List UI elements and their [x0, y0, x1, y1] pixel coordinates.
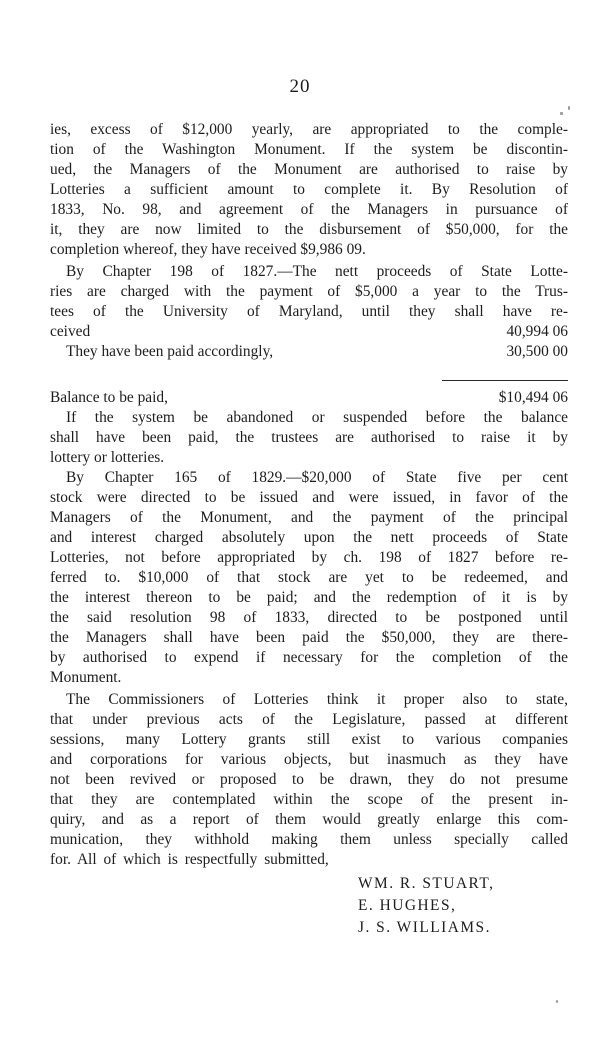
text-line: ued, the Managers of the Monument are authorised to raise by	[50, 161, 568, 178]
text-line: completion whereof, they have received $9,986 09.	[50, 241, 366, 258]
text-line: Monument.	[50, 669, 122, 686]
ledger-line-balance	[50, 388, 568, 408]
text-line: If the system be abandoned or suspended before the balance	[66, 409, 568, 426]
text-line: that under previous acts of the Legislature, passed at different	[50, 711, 568, 728]
signature-stuart: WM. R. STUART,	[358, 875, 495, 892]
text-line: tees of the University of Maryland, until they shall have re-	[50, 303, 568, 320]
text-line: it, they are now limited to the disbursement of $50,000, for the	[50, 221, 568, 238]
text-line: munication, they withhold making them unless specially called	[50, 831, 568, 848]
signature-hughes: E. HUGHES,	[358, 897, 457, 914]
text-line: ries are charged with the payment of $5,000 a year to the Trus-	[50, 283, 568, 300]
text-line: tion of the Washington Monument. If the system be discontin-	[50, 141, 568, 158]
ledger-line-received	[50, 322, 568, 342]
amount-paid: 30,500 00	[506, 343, 568, 360]
text-line: Lotteries, not before appropriated by ch. 198 of 1827 before re-	[50, 549, 568, 566]
text-line: and corporations for various objects, but inasmuch as they have	[50, 751, 568, 768]
text-line: not been revived or proposed to be drawn, they do not presume	[50, 771, 568, 788]
text-line: The Commissioners of Lotteries think it proper also to state,	[66, 691, 568, 708]
text-line: by authorised to expend if necessary for the completion of the	[50, 649, 568, 666]
ink-speck	[560, 112, 563, 115]
text-line: 1833, No. 98, and agreement of the Managers in pursuance of	[50, 201, 568, 218]
text-line: lottery or lotteries.	[50, 449, 165, 466]
ledger-label: ceived	[50, 323, 91, 340]
ledger-line-paid	[50, 342, 568, 362]
signature-williams: J. S. WILLIAMS.	[358, 919, 491, 936]
text-line: the said resolution 98 of 1833, directed to be postponed until	[50, 609, 568, 626]
text-line: ies, excess of $12,000 yearly, are appropriated to the comple-	[50, 121, 568, 138]
text-line: Managers of the Monument, and the payment of the principal	[50, 509, 568, 526]
page-number: 20	[289, 76, 311, 97]
text-line: stock were directed to be issued and were issued, in favor of the	[50, 489, 568, 506]
text-line: for. All of which is respectfully submitted,	[50, 851, 329, 868]
text-line: ferred to. $10,000 of that stock are yet to be redeemed, and	[50, 569, 568, 586]
ledger-rule	[442, 380, 568, 381]
text-line: sessions, many Lottery grants still exist to various companies	[50, 731, 568, 748]
ink-speck	[556, 1000, 558, 1003]
text-line: and interest charged absolutely upon the nett proceeds of State	[50, 529, 568, 546]
text-line: By Chapter 198 of 1827.—The nett proceeds of State Lotte-	[66, 263, 568, 280]
text-line: By Chapter 165 of 1829.—$20,000 of State five per cent	[66, 469, 568, 486]
ink-speck	[568, 106, 570, 110]
ledger-label: Balance to be paid,	[50, 389, 168, 406]
text-line: that they are contemplated within the scope of the present in-	[50, 791, 568, 808]
text-line: Lotteries a sufficient amount to complete it. By Resolution of	[50, 181, 568, 198]
text-line: the interest thereon to be paid; and the redemption of it is by	[50, 589, 568, 606]
text-line: shall have been paid, the trustees are authorised to raise it by	[50, 429, 568, 446]
ledger-label: They have been paid accordingly,	[66, 343, 274, 360]
amount-received: 40,994 06	[506, 323, 568, 340]
text-line: the Managers shall have been paid the $50,000, they are there-	[50, 629, 568, 646]
amount-balance: $10,494 06	[498, 389, 568, 406]
text-line: quiry, and as a report of them would greatly enlarge this com-	[50, 811, 568, 828]
